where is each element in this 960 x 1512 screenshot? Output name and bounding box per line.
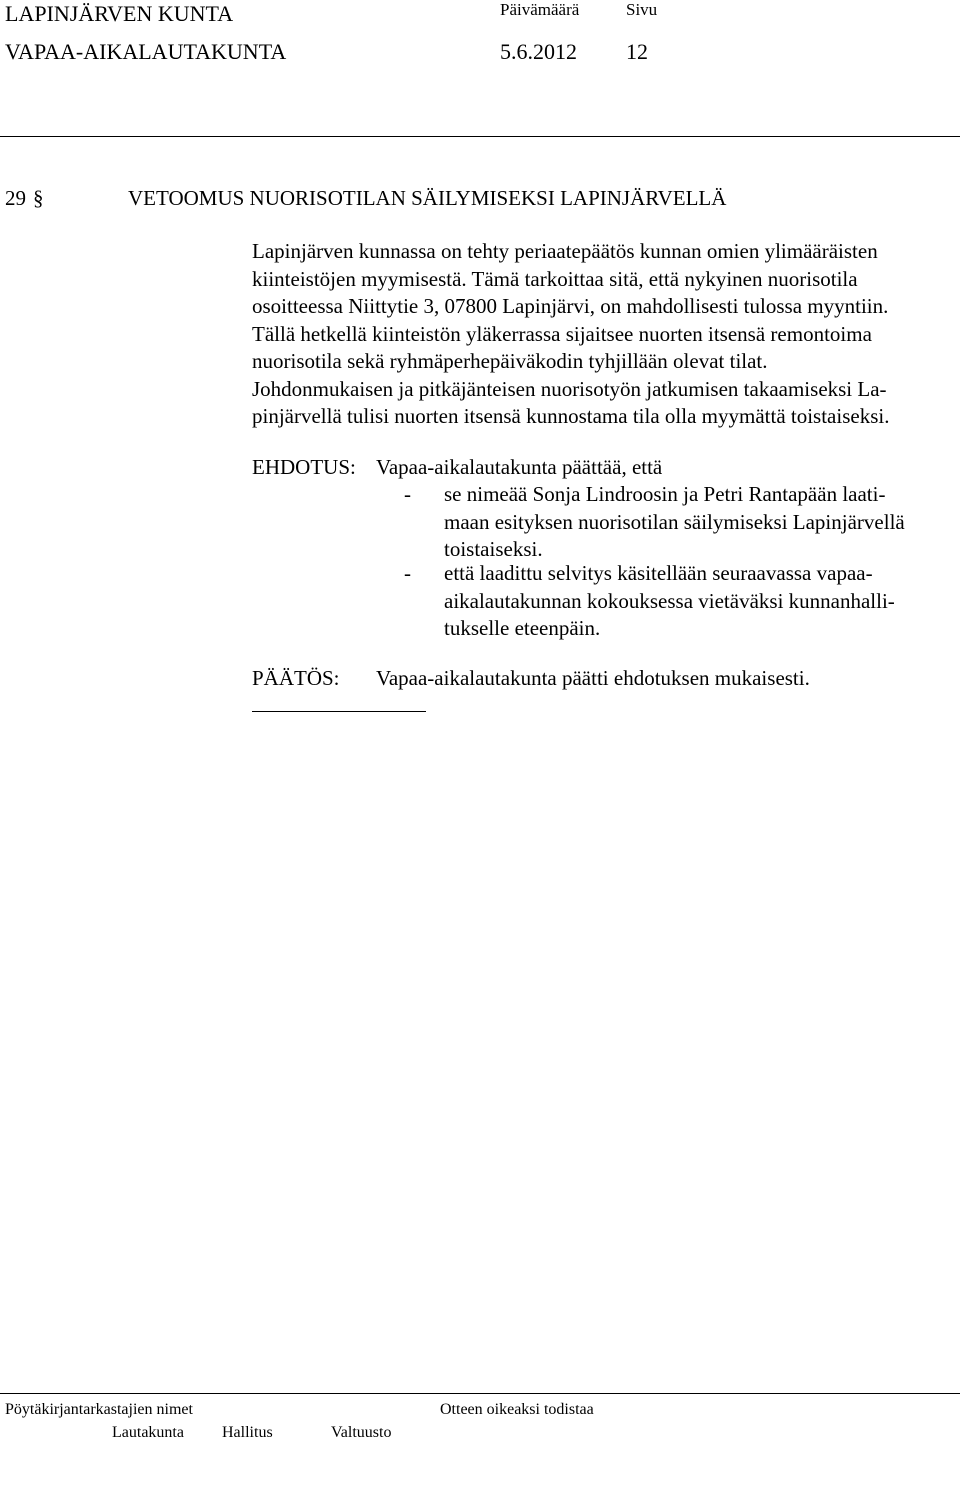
body-paragraph: [252, 238, 952, 431]
proposal-item-text: [444, 481, 905, 564]
date-label: Päivämäärä: [500, 0, 580, 19]
board-label: Lautakunta: [112, 1424, 184, 1441]
list-dash: -: [404, 561, 411, 585]
proposal-item-line: se nimeää Sonja Lindroosin ja Petri Rantapään laati-: [444, 482, 886, 506]
body-line: nuorisotila sekä ryhmäperhepäiväkodin tyhjillään olevat tilat.: [252, 349, 768, 373]
certification-label: Otteen oikeaksi todistaa: [440, 1401, 594, 1418]
body-line: osoitteessa Niittytie 3, 07800 Lapinjärvi, on mahdollisesti tulossa myyntiin.: [252, 294, 889, 318]
body-line: Tällä hetkellä kiinteistön yläkerrassa sijaitsee nuorten itsensä remontoima: [252, 321, 872, 346]
proposal-item-line: maan esityksen nuorisotilan säilymiseksi Lapinjärvellä: [444, 509, 905, 534]
government-label: Hallitus: [222, 1424, 273, 1441]
organization-name: LAPINJÄRVEN KUNTA: [5, 1, 234, 26]
decision-label: PÄÄTÖS:: [252, 666, 340, 690]
body-line: kiinteistöjen myymisestä. Tämä tarkoittaa sitä, että nykyinen nuorisotila: [252, 266, 858, 291]
page-label: Sivu: [626, 0, 658, 19]
section-title: VETOOMUS NUORISOTILAN SÄILYMISEKSI LAPINJÄRVELLÄ: [128, 186, 727, 210]
section-number: 29: [5, 186, 26, 210]
proposal-item-line: että laadittu selvitys käsitellään seuraavassa vapaa-: [444, 561, 873, 585]
body-line: pinjärvellä tulisi nuorten itsensä kunnostama tila olla myymättä toistaiseksi.: [252, 404, 890, 428]
minutes-checkers-label: Pöytäkirjantarkastajien nimet: [5, 1401, 193, 1418]
section-sign: §: [33, 186, 44, 210]
list-dash: -: [404, 482, 411, 506]
body-line: Johdonmukaisen ja pitkäjänteisen nuorisotyön jatkumisen takaamiseksi La-: [252, 376, 887, 401]
page-number: 12: [626, 39, 648, 64]
committee-name: VAPAA-AIKALAUTAKUNTA: [5, 39, 287, 64]
header-divider: [0, 136, 960, 137]
end-rule: [252, 711, 426, 712]
proposal-item-line: toistaiseksi.: [444, 537, 543, 561]
footer-divider: [0, 1393, 960, 1394]
proposal-item-line: aikalautakunnan kokouksessa vietäväksi kunnanhalli-: [444, 588, 895, 613]
decision-text: Vapaa-aikalautakunta päätti ehdotuksen mukaisesti.: [376, 666, 810, 690]
council-label: Valtuusto: [331, 1424, 392, 1441]
body-line: Lapinjärven kunnassa on tehty periaatepäätös kunnan omien ylimääräisten: [252, 239, 878, 263]
proposal-intro: Vapaa-aikalautakunta päättää, että: [376, 455, 663, 479]
proposal-label: EHDOTUS:: [252, 455, 356, 479]
date-value: 5.6.2012: [500, 39, 577, 64]
proposal-item-line: tukselle eteenpäin.: [444, 616, 601, 640]
proposal-item-text: [444, 560, 895, 643]
